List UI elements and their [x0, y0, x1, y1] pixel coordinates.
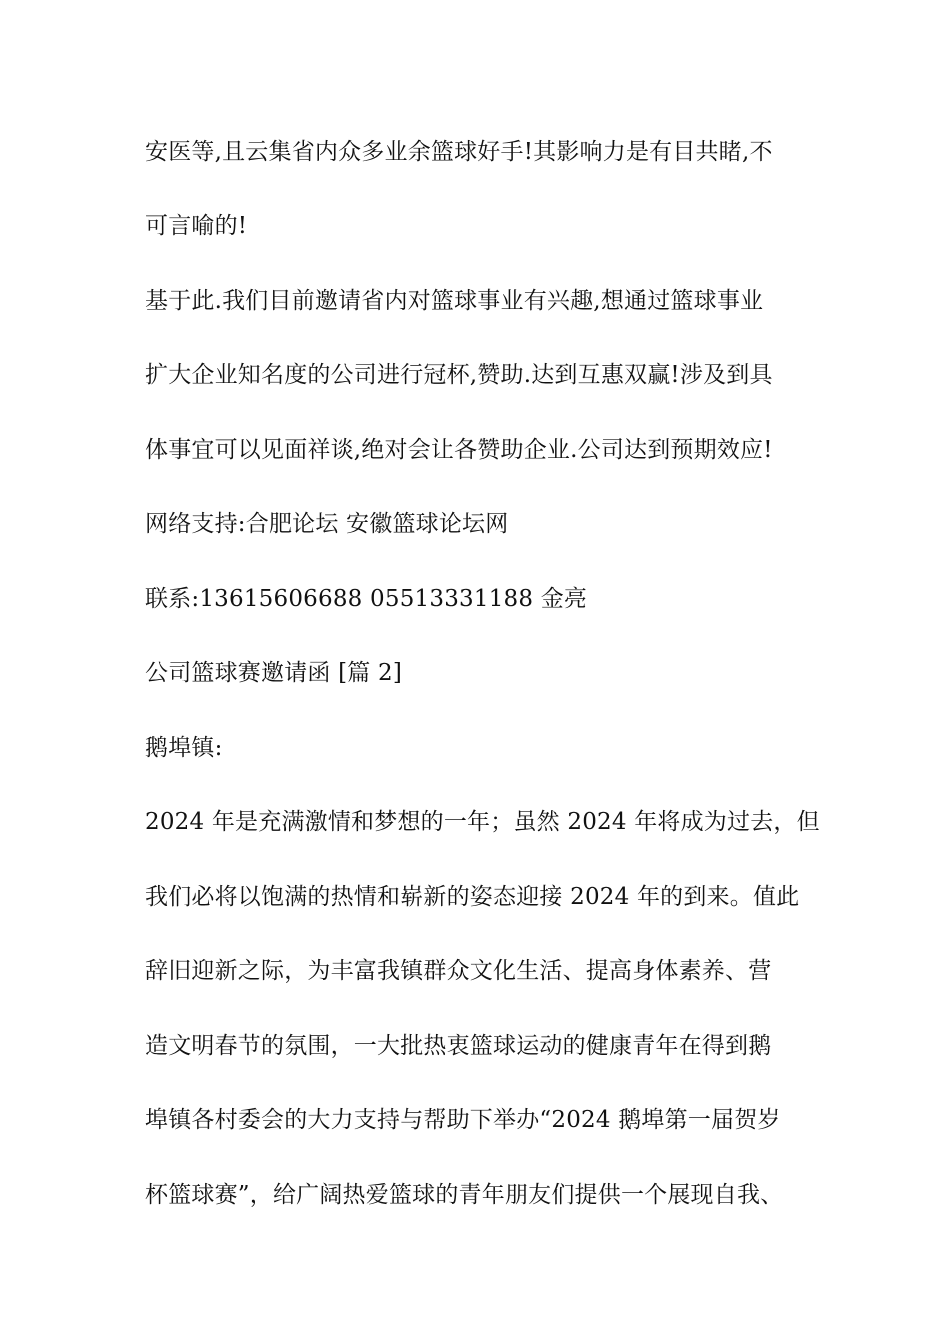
text-line-5: 体事宜可以见面祥谈,绝对会让各赞助企业.公司达到预期效应!: [145, 437, 773, 463]
text-line-4: 扩大企业知名度的公司进行冠杯,赞助.达到互惠双赢!涉及到具: [145, 362, 773, 388]
text-line-11: 我们必将以饱满的热情和崭新的姿态迎接 2024 年的到来。值此: [145, 884, 800, 910]
text-line-3: 基于此.我们目前邀请省内对篮球事业有兴趣,想通过篮球事业: [145, 288, 764, 314]
text-line-10: 2024 年是充满激情和梦想的一年；虽然 2024 年将成为过去，但: [145, 809, 820, 835]
text-line-15: 杯篮球赛”，给广阔热爱篮球的青年朋友们提供一个展现自我、: [145, 1182, 784, 1208]
text-line-12: 辞旧迎新之际，为丰富我镇群众文化生活、提高身体素养、营: [145, 958, 772, 984]
text-line-2: 可言喻的!: [145, 213, 248, 239]
contact-line: 联系:13615606688 05513331188 金亮: [145, 586, 588, 612]
section-heading: 公司篮球赛邀请函 [篇 2]: [145, 660, 403, 686]
network-support-line: 网络支持:合肥论坛 安徽篮球论坛网: [145, 511, 509, 537]
text-line-14: 埠镇各村委会的大力支持与帮助下举办“2024 鹅埠第一届贺岁: [145, 1107, 781, 1133]
text-line-1: 安医等,且云集省内众多业余篮球好手!其影响力是有目共睹,不: [145, 139, 773, 165]
salutation: 鹅埠镇:: [145, 735, 223, 761]
text-line-13: 造文明春节的氛围，一大批热衷篮球运动的健康青年在得到鹅: [145, 1033, 772, 1059]
